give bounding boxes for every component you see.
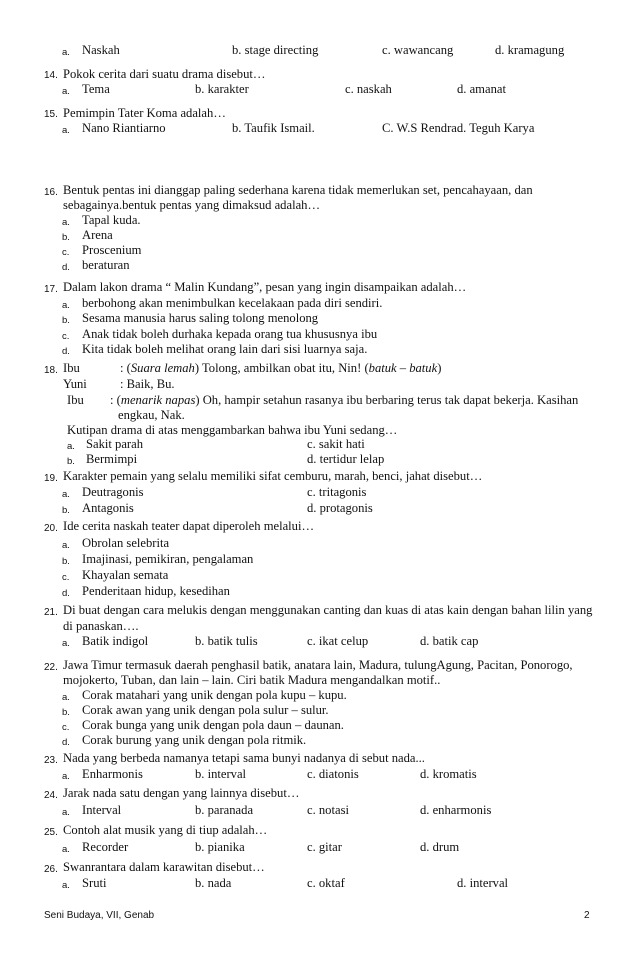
q22-option-c: Corak bunga yang unik dengan pola daun – daunan. (82, 718, 344, 732)
option-letter-a: a. (62, 771, 70, 782)
option-letter-c: c. (62, 722, 70, 733)
q18-dialog-2: : Baik, Bu. (120, 377, 175, 391)
q18-option-b: Bermimpi (86, 452, 138, 466)
q23-option-a: Enharmonis (82, 767, 143, 781)
q19-option-c: c. tritagonis (307, 485, 367, 499)
q22-question-line-1: Jawa Timur termasuk daerah penghasil batik, anatara lain, Madura, tulungAgung, Pacitan, Ponorogo, (63, 658, 573, 672)
q24-number: 24. (44, 790, 58, 801)
q19-option-b: Antagonis (82, 501, 134, 515)
q26-question: Swanrantara dalam karawitan disebut… (63, 860, 265, 874)
q14-number: 14. (44, 70, 58, 81)
q21-question-line-2: di panaskan…. (63, 619, 139, 633)
q18-option-a: Sakit parah (86, 437, 144, 451)
q18-dialog-2-speaker: Yuni (63, 377, 87, 391)
q15-number: 15. (44, 109, 58, 120)
q15-option-a: Nano Riantiarno (82, 121, 166, 135)
option-letter-a: a. (62, 47, 70, 58)
q25-option-d: d. drum (420, 840, 460, 854)
q16-question-line-2: sebagainya.bentuk pentas yang dimaksud adalah… (63, 198, 321, 212)
q15-option-b: b. Taufik Ismail. (232, 121, 315, 135)
q13-option-b: b. stage directing (232, 43, 319, 57)
option-letter-a: a. (62, 638, 70, 649)
q13-option-c: c. wawancang (382, 43, 454, 57)
q26-option-d: d. interval (457, 876, 509, 890)
q24-option-a: Interval (82, 803, 122, 817)
q16-option-b: Arena (82, 228, 113, 242)
q24-option-d: d. enharmonis (420, 803, 492, 817)
q13-option-a: Naskah (82, 43, 120, 57)
option-letter-a: a. (62, 125, 70, 136)
option-letter-a: a. (62, 217, 70, 228)
q18-dialog-3-continued: engkau, Nak. (118, 408, 185, 422)
q20-option-b: Imajinasi, pemikiran, pengalaman (82, 552, 254, 566)
q21-number: 21. (44, 607, 58, 618)
option-letter-a: a. (67, 441, 75, 452)
q26-option-b: b. nada (195, 876, 232, 890)
option-letter-d: d. (62, 346, 70, 357)
q25-option-a: Recorder (82, 840, 129, 854)
q23-option-c: c. diatonis (307, 767, 359, 781)
q22-option-a: Corak matahari yang unik dengan pola kupu – kupu. (82, 688, 347, 702)
option-letter-a: a. (62, 844, 70, 855)
q18-dialog-1: : (Suara lemah) Tolong, ambilkan obat itu, Nin! (batuk – batuk) (120, 361, 442, 375)
q22-option-b: Corak awan yang unik dengan pola sulur – sulur. (82, 703, 329, 717)
q14-option-a: Tema (82, 82, 110, 96)
option-letter-a: a. (62, 807, 70, 818)
q20-question: Ide cerita naskah teater dapat diperoleh melalui… (63, 519, 315, 533)
q20-option-c: Khayalan semata (82, 568, 169, 582)
q20-number: 20. (44, 523, 58, 534)
option-letter-b: b. (62, 556, 70, 567)
q22-option-d: Corak burung yang unik dengan pola ritmik. (82, 733, 307, 747)
option-letter-a: a. (62, 489, 70, 500)
q17-option-c: Anak tidak boleh durhaka kepada orang tua khususnya ibu (82, 327, 378, 341)
q18-dialog-3: : (menarik napas) Oh, hampir setahun rasanya ibu berbaring terus tak dapat bekerja. Kasihan (110, 393, 579, 407)
q21-option-a: Batik indigol (82, 634, 149, 648)
q17-option-d: Kita tidak boleh melihat orang lain dari sisi luarnya saja. (82, 342, 368, 356)
option-letter-a: a. (62, 540, 70, 551)
q17-option-b: Sesama manusia harus saling tolong menolong (82, 311, 319, 325)
q23-question: Nada yang berbeda namanya tetapi sama bunyi nadanya di sebut nada... (63, 751, 425, 765)
q23-number: 23. (44, 755, 58, 766)
option-letter-d: d. (62, 737, 70, 748)
q19-number: 19. (44, 473, 58, 484)
q25-option-b: b. pianika (195, 840, 245, 854)
q19-question: Karakter pemain yang selalu memiliki sifat cemburu, marah, benci, jahat disebut… (63, 469, 483, 483)
q20-option-a: Obrolan selebrita (82, 536, 170, 550)
q19-option-d: d. protagonis (307, 501, 373, 515)
q15-option-c: C. W.S Rendrad. Teguh Karya (382, 121, 535, 135)
q18-option-d: d. tertidur lelap (307, 452, 385, 466)
option-letter-d: d. (62, 588, 70, 599)
option-letter-c: c. (62, 331, 70, 342)
q14-option-d: d. amanat (457, 82, 506, 96)
q21-option-c: c. ikat celup (307, 634, 369, 648)
option-letter-a: a. (62, 692, 70, 703)
option-letter-a: a. (62, 300, 70, 311)
option-letter-c: c. (62, 572, 70, 583)
q24-option-c: c. notasi (307, 803, 349, 817)
option-letter-b: b. (62, 707, 70, 718)
q17-number: 17. (44, 284, 58, 295)
q25-question: Contoh alat musik yang di tiup adalah… (63, 823, 268, 837)
q23-option-b: b. interval (195, 767, 247, 781)
q26-option-c: c. oktaf (307, 876, 345, 890)
q14-option-c: c. naskah (345, 82, 392, 96)
option-letter-c: c. (62, 247, 70, 258)
q18-dialog-3-speaker: Ibu (67, 393, 84, 407)
q19-option-a: Deutragonis (82, 485, 144, 499)
q21-option-b: b. batik tulis (195, 634, 258, 648)
option-letter-d: d. (62, 262, 70, 273)
q21-question-line-1: Di buat dengan cara melukis dengan menggunakan canting dan kuas di atas kain dengan bahan lilin yang (63, 603, 593, 617)
q16-option-d: beraturan (82, 258, 130, 272)
q26-number: 26. (44, 864, 58, 875)
page-number: 2 (584, 910, 590, 921)
q26-option-a: Sruti (82, 876, 107, 890)
q18-number: 18. (44, 365, 58, 376)
q23-option-d: d. kromatis (420, 767, 477, 781)
q17-question: Dalam lakon drama “ Malin Kundang”, pesan yang ingin disampaikan adalah… (63, 280, 467, 294)
option-letter-a: a. (62, 86, 70, 97)
option-letter-b: b. (62, 315, 70, 326)
q20-option-d: Penderitaan hidup, kesedihan (82, 584, 230, 598)
q15-question: Pemimpin Tater Koma adalah… (63, 106, 226, 120)
q25-number: 25. (44, 827, 58, 838)
q16-question-line-1: Bentuk pentas ini dianggap paling sederhana karena tidak memerlukan set, pencahayaan, dan (63, 183, 533, 197)
q16-option-c: Proscenium (82, 243, 142, 257)
q24-question: Jarak nada satu dengan yang lainnya disebut… (63, 786, 300, 800)
option-letter-b: b. (62, 505, 70, 516)
q21-option-d: d. batik cap (420, 634, 479, 648)
q25-option-c: c. gitar (307, 840, 342, 854)
q16-number: 16. (44, 187, 58, 198)
q13-option-d: d. kramagung (495, 43, 565, 57)
q18-option-c: c. sakit hati (307, 437, 365, 451)
option-letter-b: b. (62, 232, 70, 243)
option-letter-b: b. (67, 456, 75, 467)
q22-number: 22. (44, 662, 58, 673)
q17-option-a: berbohong akan menimbulkan kecelakaan pada diri sendiri. (82, 296, 383, 310)
option-letter-a: a. (62, 880, 70, 891)
q18-dialog-1-speaker: Ibu (63, 361, 80, 375)
q16-option-a: Tapal kuda. (82, 213, 141, 227)
q14-question: Pokok cerita dari suatu drama disebut… (63, 67, 266, 81)
q18-question: Kutipan drama di atas menggambarkan bahwa ibu Yuni sedang… (67, 423, 398, 437)
q22-question-line-2: mojokerto, Tuban, dan lain – lain. Ciri batik Madura mengandalkan motif.. (63, 673, 441, 687)
q14-option-b: b. karakter (195, 82, 249, 96)
footer-label: Seni Budaya, VII, Genab (44, 910, 155, 921)
q24-option-b: b. paranada (195, 803, 254, 817)
